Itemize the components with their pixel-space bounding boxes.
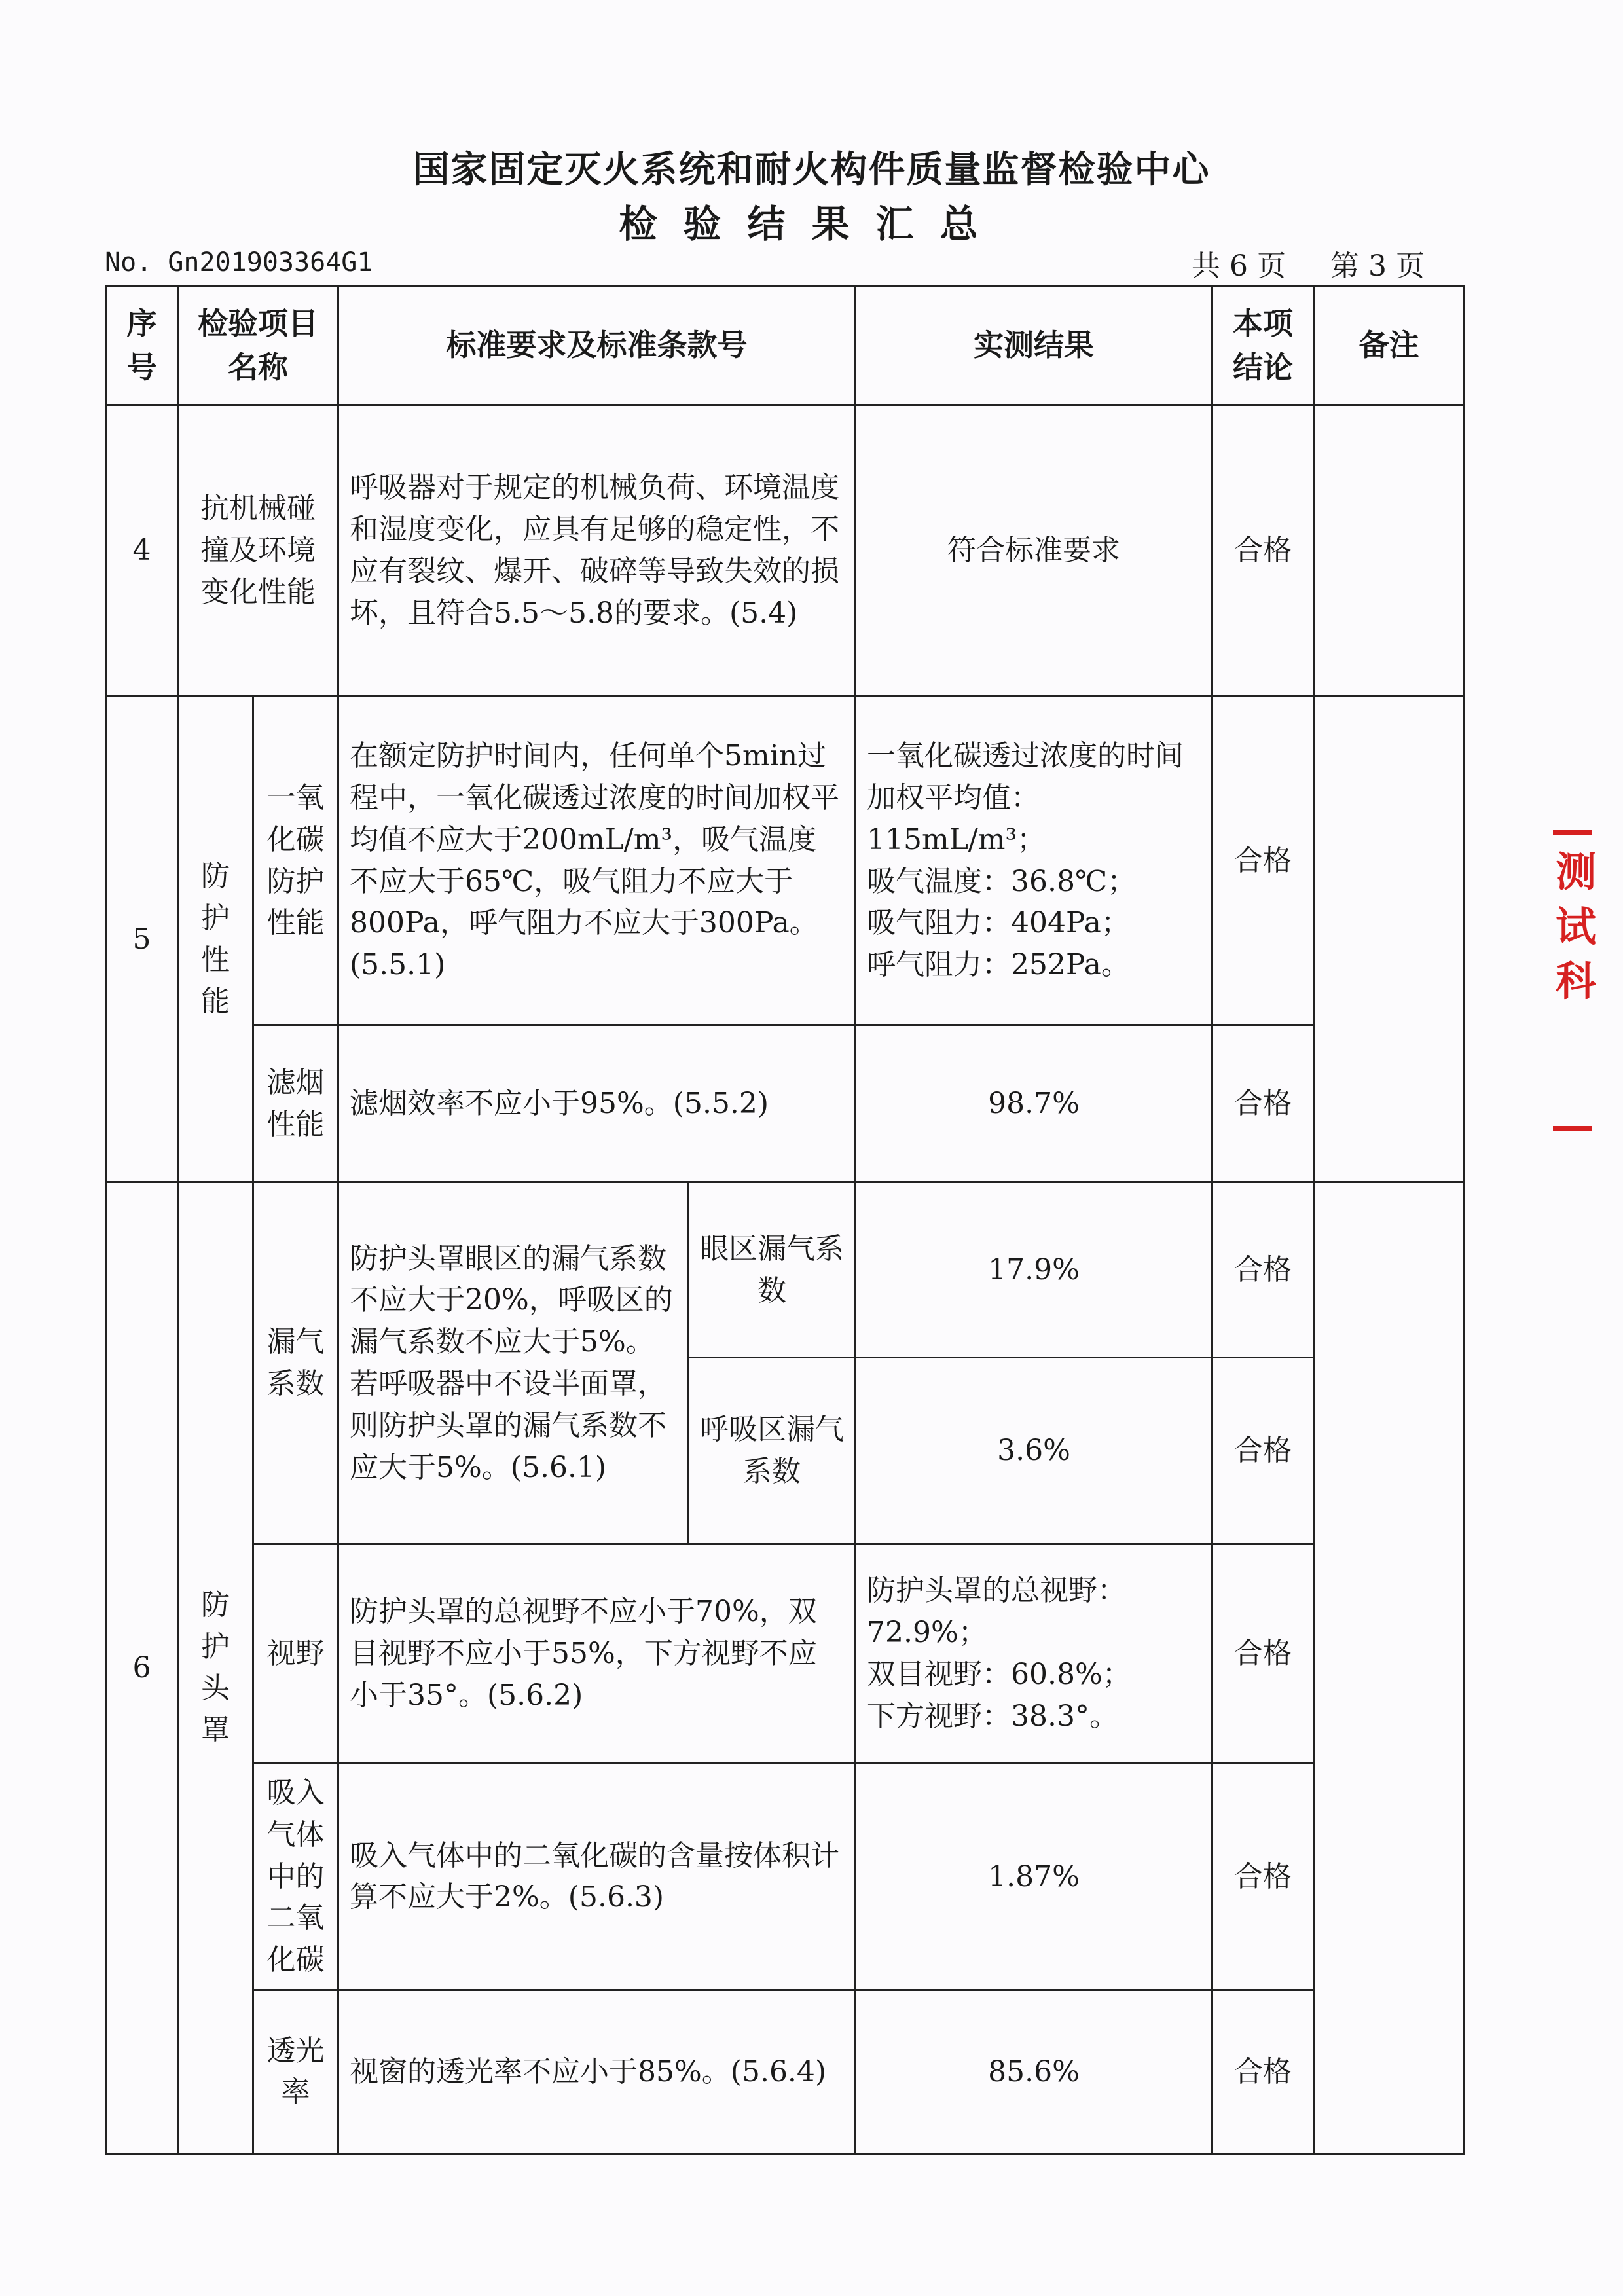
result-line: 防护头罩的总视野：72.9%； [867, 1574, 1126, 1650]
result-line: 呼气阻力：252Pa。 [867, 948, 1130, 982]
result-line: 下方视野：38.3°。 [867, 1699, 1118, 1733]
seq-cell: 5 [106, 697, 178, 1182]
result-line: 吸气阻力：404Pa； [867, 906, 1130, 940]
conclusion-cell: 合格 [1213, 1025, 1314, 1182]
results-table [105, 285, 1465, 2155]
table-row [106, 1544, 1465, 1764]
sub-item-cell: 视野 [253, 1544, 338, 1764]
report-number: No. Gn201903364G1 [105, 247, 373, 278]
result-cell [856, 1544, 1213, 1764]
result-cell: 85.6% [856, 1990, 1213, 2153]
standard-cell: 在额定防护时间内，任何单个5min过程中，一氧化碳透过浓度的时间加权平均值不应大于200mL/m³，吸气温度不应大于65℃，吸气阻力不应大于800Pa，呼气阻力不应大于300Pa。(5.5.1) [338, 697, 856, 1025]
result-cell: 符合标准要求 [856, 405, 1213, 697]
standard-cell: 防护头罩眼区的漏气系数不应大于20%，呼吸区的漏气系数不应大于5%。若呼吸器中不设半面罩，则防护头罩的漏气系数不应大于5%。(5.6.1) [338, 1182, 689, 1544]
result-line: 吸气温度：36.8℃； [867, 864, 1137, 898]
header-row [106, 286, 1465, 405]
col-seq: 序号 [106, 286, 178, 405]
sub-label-cell: 眼区漏气系数 [689, 1182, 856, 1358]
standard-cell: 防护头罩的总视野不应小于70%，双目视野不应小于55%，下方视野不应小于35°。(5.6.2) [338, 1544, 856, 1764]
table-row [106, 1025, 1465, 1182]
current-page: 第 3 页 [1330, 249, 1425, 283]
side-stamp [1553, 845, 1599, 1009]
stamp-bar [1553, 830, 1592, 835]
remark-cell [1314, 697, 1465, 1182]
result-cell: 3.6% [856, 1358, 1213, 1544]
standard-cell: 呼吸器对于规定的机械负荷、环境温度和湿度变化，应具有足够的稳定性，不应有裂纹、爆开、破碎等导致失效的损坏，且符合5.5～5.8的要求。(5.4) [338, 405, 856, 697]
remark-cell [1314, 405, 1465, 697]
table-row [106, 1764, 1465, 1990]
page-subtitle: 检验结果汇总 [619, 202, 1004, 246]
sub-item-cell: 吸入气体中的二氧化碳 [253, 1764, 338, 1990]
result-cell: 17.9% [856, 1182, 1213, 1358]
conclusion-cell: 合格 [1213, 405, 1314, 697]
sub-item-cell: 滤烟性能 [253, 1025, 338, 1182]
col-conclusion: 本项结论 [1213, 286, 1314, 405]
page-info [1192, 242, 1425, 284]
conclusion-cell: 合格 [1213, 697, 1314, 1025]
total-pages: 共 6 页 [1192, 249, 1286, 283]
group-cell: 防护头罩 [178, 1182, 253, 2154]
result-cell [856, 697, 1213, 1025]
sub-item-cell: 一氧化碳防护性能 [253, 697, 338, 1025]
standard-cell: 视窗的透光率不应小于85%。(5.6.4) [338, 1990, 856, 2153]
sub-item-cell: 透光率 [253, 1990, 338, 2153]
col-item: 检验项目名称 [178, 286, 338, 405]
stamp-char: 科 [1555, 957, 1596, 1006]
result-cell: 98.7% [856, 1025, 1213, 1182]
standard-cell: 滤烟效率不应小于95%。(5.5.2) [338, 1025, 856, 1182]
group-cell: 防护性能 [178, 697, 253, 1182]
sub-label-cell: 呼吸区漏气系数 [689, 1358, 856, 1544]
conclusion-cell: 合格 [1213, 1358, 1314, 1544]
conclusion-cell: 合格 [1213, 1990, 1314, 2153]
standard-cell: 吸入气体中的二氧化碳的含量按体积计算不应大于2%。(5.6.3) [338, 1764, 856, 1990]
result-line: 一氧化碳透过浓度的时间加权平均值：115mL/m³； [867, 739, 1184, 856]
col-remark: 备注 [1314, 286, 1465, 405]
seq-cell: 6 [106, 1182, 178, 2154]
conclusion-cell: 合格 [1213, 1764, 1314, 1990]
result-cell: 1.87% [856, 1764, 1213, 1990]
remark-cell [1314, 1182, 1465, 2154]
conclusion-cell: 合格 [1213, 1182, 1314, 1358]
stamp-char: 测 [1555, 848, 1596, 896]
conclusion-cell: 合格 [1213, 1544, 1314, 1764]
table-row [106, 1182, 1465, 1358]
stamp-bar [1553, 1126, 1592, 1131]
seq-cell: 4 [106, 405, 178, 697]
col-standard: 标准要求及标准条款号 [338, 286, 856, 405]
stamp-char: 试 [1555, 902, 1596, 951]
table-row [106, 405, 1465, 697]
table-row [106, 1990, 1465, 2153]
col-result: 实测结果 [856, 286, 1213, 405]
sub-item-cell: 漏气系数 [253, 1182, 338, 1544]
item-cell: 抗机械碰撞及环境变化性能 [178, 405, 338, 697]
result-line: 双目视野：60.8%； [867, 1658, 1131, 1691]
table-row [106, 697, 1465, 1025]
page-title: 国家固定灭火系统和耐火构件质量监督检验中心 [412, 148, 1211, 191]
